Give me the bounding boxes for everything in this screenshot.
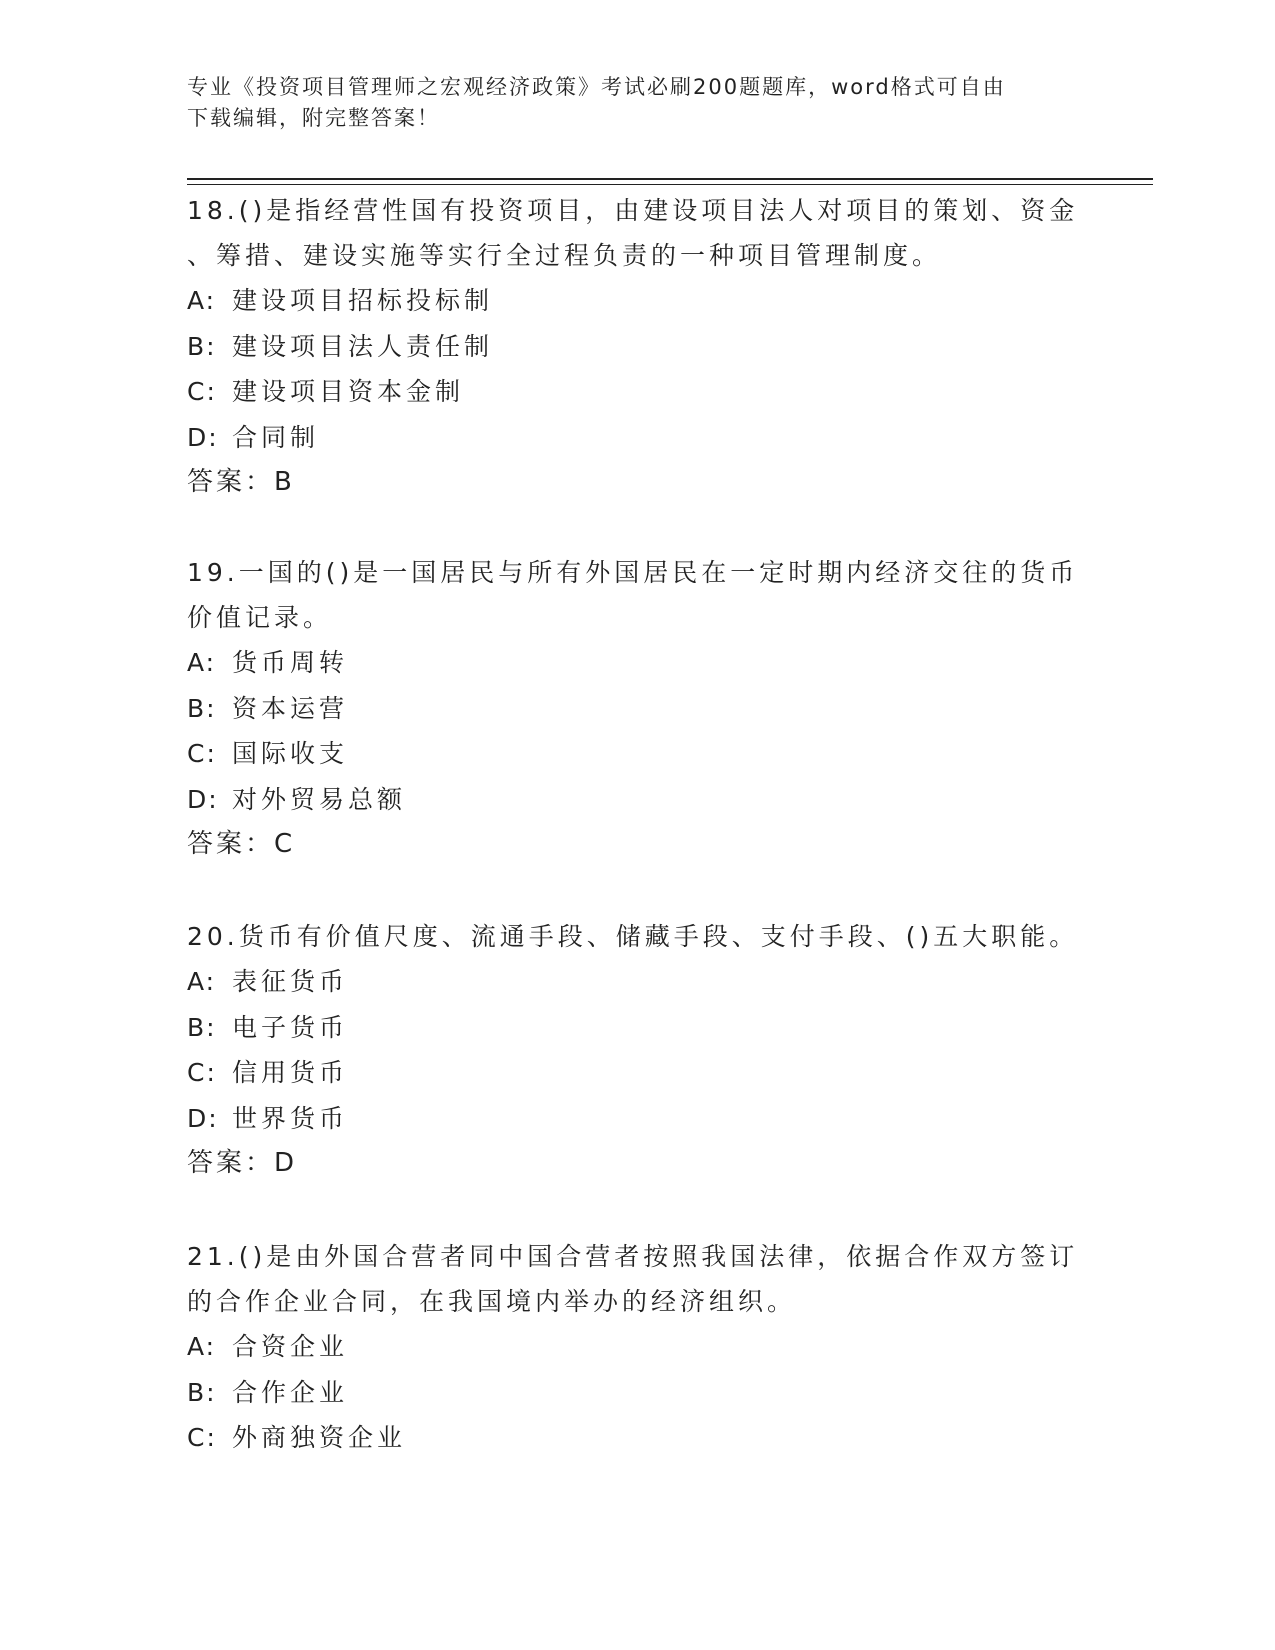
header-divider-thick: [187, 178, 1153, 180]
question-18: [187, 188, 1087, 505]
option-c: [187, 731, 1087, 777]
option-text: 合资企业: [232, 1332, 349, 1361]
option-b: [187, 1005, 1087, 1051]
option-letter: B:: [187, 1012, 217, 1042]
option-letter: D:: [187, 1103, 219, 1133]
option-c: [187, 1050, 1087, 1096]
option-text: 建设项目法人责任制: [232, 331, 494, 361]
option-text: 合作企业: [232, 1377, 349, 1407]
question-19: [187, 550, 1087, 867]
option-letter: A:: [187, 1332, 217, 1361]
question-text-line: 21.()是由外国合营者同中国合营者按照我国法律，依据合作双方签订: [187, 1242, 1079, 1271]
option-a: [187, 640, 1087, 686]
answer-line: 答案：C: [187, 829, 296, 859]
option-text: 资本运营: [232, 693, 349, 723]
option-a: [187, 1324, 1087, 1370]
question-text-line: 价值记录。: [187, 603, 333, 632]
option-b: [187, 1370, 1087, 1416]
option-text: 合同制: [232, 422, 320, 452]
option-text: 电子货币: [232, 1012, 349, 1042]
question-text-line: 、筹措、建设实施等实行全过程负责的一种项目管理制度。: [187, 241, 942, 270]
header-divider-thin: [187, 184, 1153, 185]
option-text: 货币周转: [232, 648, 349, 677]
option-letter: C:: [187, 1058, 217, 1087]
answer-line: 答案：D: [187, 1148, 298, 1178]
question-21: [187, 1234, 1087, 1461]
option-letter: A:: [187, 648, 217, 677]
option-text: 世界货币: [232, 1103, 349, 1133]
answer-line: 答案：B: [187, 467, 295, 497]
option-letter: C:: [187, 377, 217, 406]
option-d: [187, 415, 1087, 461]
option-text: 对外贸易总额: [232, 784, 407, 814]
option-letter: B:: [187, 1377, 217, 1407]
option-d: [187, 1096, 1087, 1142]
question-text-line: 18.()是指经营性国有投资项目，由建设项目法人对项目的策划、资金: [187, 196, 1079, 225]
option-text: 建设项目资本金制: [232, 377, 465, 406]
header-line-1: 专业《投资项目管理师之宏观经济政策》考试必刷200题题库，word格式可自由: [187, 75, 1006, 99]
option-text: 表征货币: [232, 967, 349, 996]
option-letter: B:: [187, 331, 217, 361]
option-d: [187, 777, 1087, 823]
question-20: [187, 914, 1087, 1186]
document-header: [187, 72, 1067, 134]
option-c: [187, 369, 1087, 415]
option-letter: A:: [187, 286, 217, 315]
option-text: 外商独资企业: [232, 1423, 407, 1452]
option-a: [187, 278, 1087, 324]
option-text: 建设项目招标投标制: [232, 286, 494, 315]
option-b: [187, 686, 1087, 732]
option-text: 国际收支: [232, 739, 349, 768]
question-text-line: 的合作企业合同，在我国境内举办的经济组织。: [187, 1287, 797, 1316]
option-letter: C:: [187, 1423, 217, 1452]
option-letter: C:: [187, 739, 217, 768]
option-letter: D:: [187, 784, 219, 814]
header-line-2: 下载编辑，附完整答案！: [187, 106, 440, 130]
question-text-line: 20.货币有价值尺度、流通手段、储藏手段、支付手段、()五大职能。: [187, 922, 1079, 951]
option-letter: A:: [187, 967, 217, 996]
option-letter: B:: [187, 693, 217, 723]
question-text-line: 19.一国的()是一国居民与所有外国居民在一定时期内经济交往的货币: [187, 558, 1079, 587]
option-c: [187, 1415, 1087, 1461]
option-b: [187, 324, 1087, 370]
option-a: [187, 959, 1087, 1005]
option-text: 信用货币: [232, 1058, 349, 1087]
option-letter: D:: [187, 422, 219, 452]
